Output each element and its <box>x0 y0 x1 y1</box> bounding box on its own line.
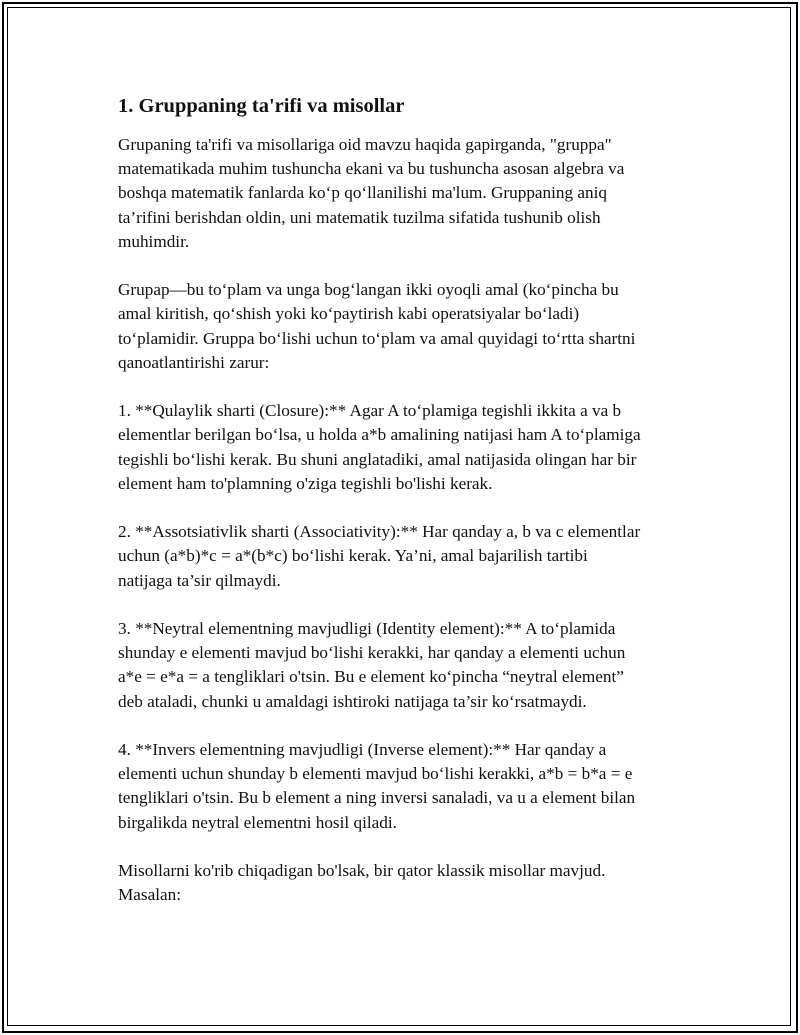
text-line: Masalan: <box>118 885 182 905</box>
paragraph-definition <box>118 278 688 375</box>
text-line: to‘plamidir. Gruppa bo‘lishi uchun to‘plam va amal quyidagi to‘rtta shartni <box>118 328 636 348</box>
paragraph-intro <box>118 133 688 254</box>
text-line: deb ataladi, chunki u amaldagi ishtiroki natijaga ta’sir ko‘rsatmaydi. <box>118 691 587 711</box>
text-line: elementi uchun shunday b elementi mavjud bo‘lishi kerakki, a*b = b*a = e <box>118 764 633 784</box>
text-line: amal kiritish, qo‘shish yoki ko‘paytirish kabi operatsiyalar bo‘ladi) <box>118 304 580 324</box>
paragraph-identity <box>118 617 688 714</box>
section-heading: 1. Gruppaning ta'rifi va misollar <box>118 95 405 117</box>
text-line: muhimdir. <box>118 231 190 251</box>
text-line: ta’rifini berishdan oldin, uni matematik tuzilma sifatida tushunib olish <box>118 207 601 227</box>
text-line: 2. **Assotsiativlik sharti (Associativity):** Har qanday a, b va c elementlar <box>118 522 641 542</box>
text-line: boshqa matematik fanlarda ko‘p qo‘llanilishi ma'lum. Gruppaning aniq <box>118 183 608 203</box>
text-line: qanoatlantirishi zarur: <box>118 352 270 372</box>
paragraph-inverse <box>118 738 688 835</box>
text-line: matematikada muhim tushuncha ekani va bu tushuncha asosan algebra va <box>118 159 625 179</box>
text-line: natijaga ta’sir qilmaydi. <box>118 570 281 590</box>
text-line: uchun (a*b)*c = a*(b*c) bo‘lishi kerak. Ya’ni, amal bajarilish tartibi <box>118 546 588 566</box>
text-line: element ham to'plamning o'ziga tegishli bo'lishi kerak. <box>118 473 493 493</box>
paragraph-associativity <box>118 520 688 593</box>
text-line: 3. **Neytral elementning mavjudligi (Identity element):** A to‘plamida <box>118 619 616 638</box>
text-line: shunday e elementi mavjud bo‘lishi kerakki, har qanday a elementi uchun <box>118 643 626 663</box>
text-line: tegishli bo‘lishi kerak. Bu shuni anglatadiki, amal natijasida olingan har bir <box>118 449 637 469</box>
text-line: Grupap—bu to‘plam va unga bog‘langan ikki oyoqli amal (ko‘pincha bu <box>118 280 619 300</box>
text-line: 1. **Qulaylik sharti (Closure):** Agar A to‘plamiga tegishli ikkita a va b <box>118 401 622 421</box>
document-body <box>118 93 688 932</box>
text-line: a*e = e*a = a tengliklari o'tsin. Bu e element ko‘pincha “neytral element” <box>118 667 624 687</box>
text-line: Grupaning ta'rifi va misollariga oid mavzu haqida gapirganda, "gruppa" <box>118 135 612 154</box>
text-line: elementlar berilgan bo‘lsa, u holda a*b amalining natijasi ham A to‘plamiga <box>118 425 641 445</box>
text-line: Misollarni ko'rib chiqadigan bo'lsak, bir qator klassik misollar mavjud. <box>118 861 606 880</box>
paragraph-closure <box>118 399 688 496</box>
paragraph-examples <box>118 859 688 907</box>
text-line: birgalikda neytral elementni hosil qiladi. <box>118 812 397 832</box>
text-line: 4. **Invers elementning mavjudligi (Inverse element):** Har qanday a <box>118 740 607 759</box>
text-line: tengliklari o'tsin. Bu b element a ning inversi sanaladi, va u a element bilan <box>118 788 636 808</box>
